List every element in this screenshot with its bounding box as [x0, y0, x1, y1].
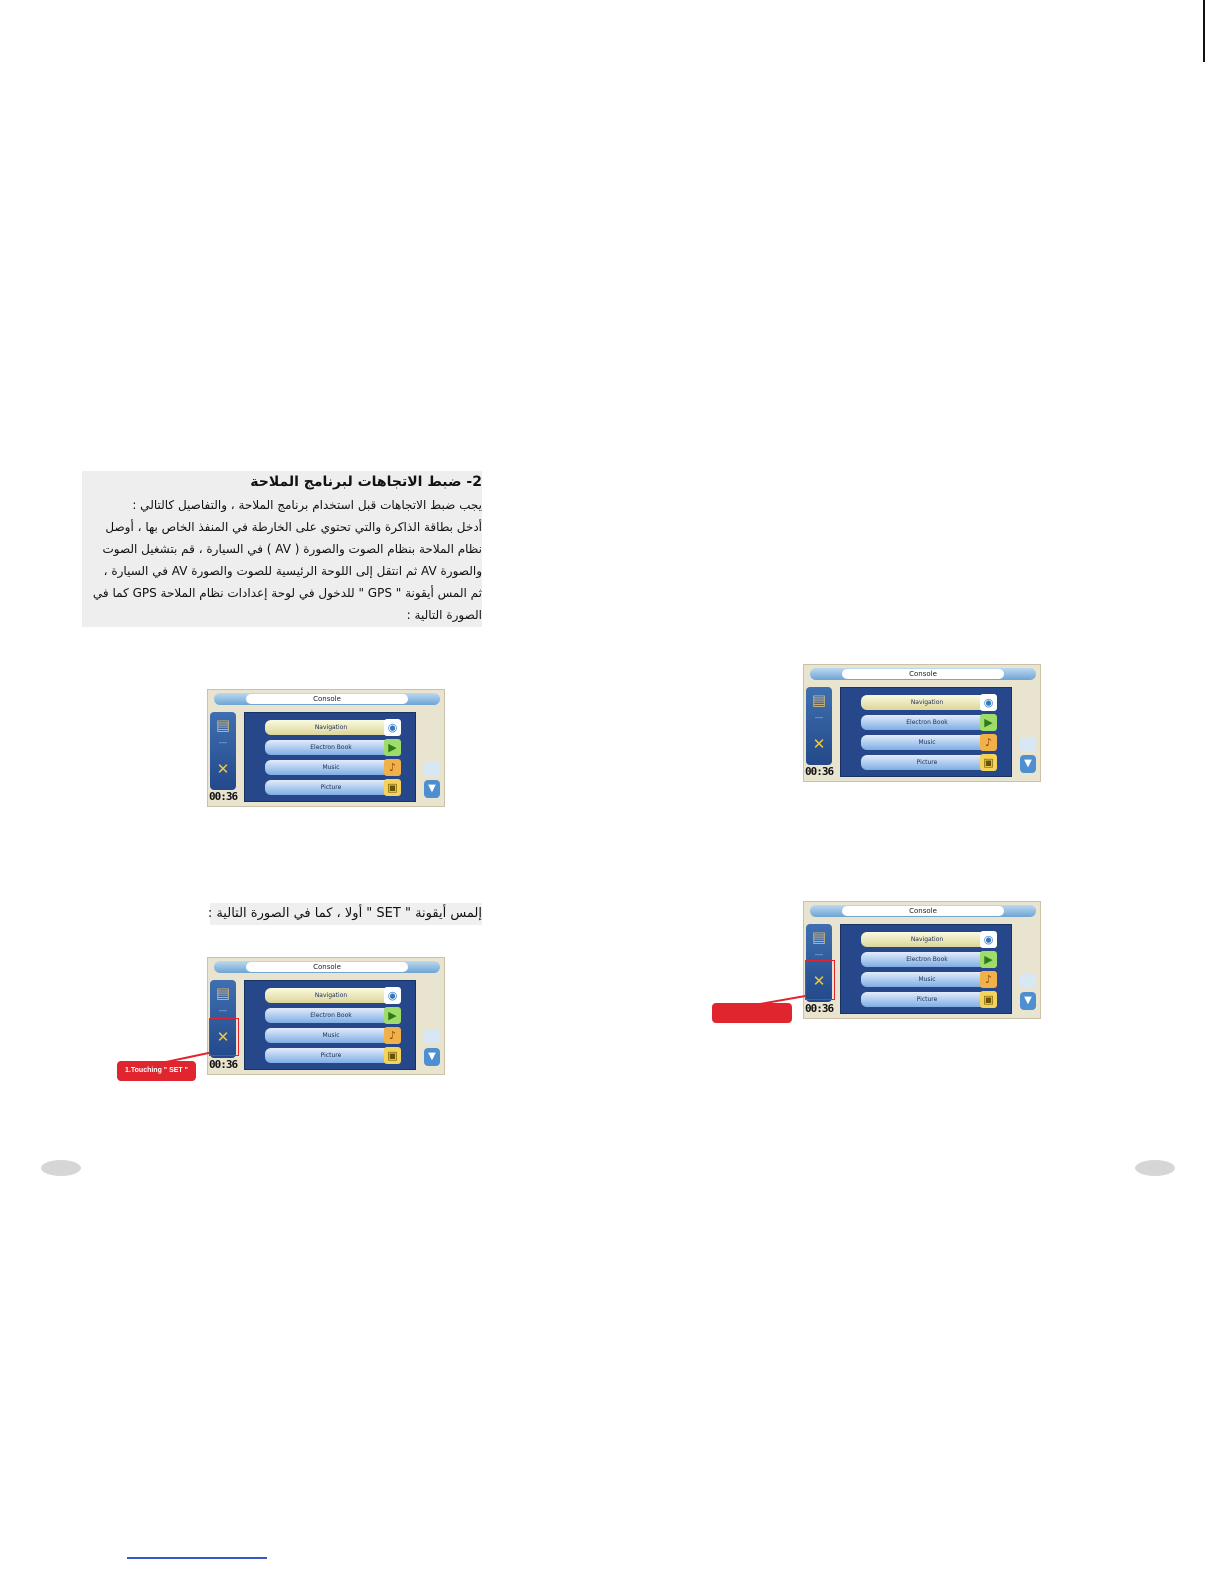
instruction-line-box [207, 903, 482, 925]
book-icon[interactable]: ▤ [215, 716, 231, 734]
tools-icon[interactable]: ✕ [812, 735, 826, 753]
clock: 00:36 [805, 1002, 834, 1015]
divider-icon: ― [219, 738, 227, 747]
music-button[interactable] [265, 760, 397, 775]
set-callout-label: 1.Touching " SET " icon [117, 1061, 196, 1081]
sidebar [210, 712, 236, 790]
console-title: Console [246, 694, 408, 704]
console-screenshot [207, 957, 445, 1075]
blank-callout-label [712, 1003, 792, 1023]
page-number-oval [41, 1160, 81, 1176]
sidebar [806, 687, 832, 765]
menu-panel [244, 712, 416, 802]
page-edge-line [1203, 0, 1205, 62]
console-title: Console [842, 906, 1004, 916]
music-icon: ♪ [980, 971, 997, 988]
tools-icon[interactable]: ✕ [216, 760, 230, 778]
bottom-link-line [127, 1557, 267, 1559]
electron-book-button[interactable] [265, 740, 397, 755]
scroll-down-icon[interactable]: ▼ [1020, 992, 1036, 1010]
book-icon: ▶ [384, 1007, 401, 1024]
instruction-text-block [82, 471, 482, 627]
paragraph-line: نظام الملاحة بنظام الصوت والصورة ( AV ) في السيارة ، قم بتشغيل الصوت [102, 542, 482, 556]
paragraph-line: ثم المس أيقونة " GPS " للدخول في لوحة إعدادات نظام الملاحة GPS كما في [92, 586, 482, 600]
menu-panel [840, 687, 1012, 777]
console-screenshot [207, 689, 445, 807]
electron-book-button[interactable] [861, 715, 993, 730]
instruction-line: إلمس أيقونة " SET " أولا ، كما في الصورة التالية : [207, 906, 482, 921]
globe-icon: ◉ [384, 987, 401, 1004]
paragraph-line: أدخل بطاقة الذاكرة والتي تحتوي على الخارطة في المنفذ الخاص بها ، أوصل [105, 520, 482, 534]
tools-icon[interactable]: ✕ [812, 972, 826, 990]
picture-icon: ▣ [980, 754, 997, 771]
globe-icon: ◉ [980, 931, 997, 948]
book-icon: ▶ [980, 714, 997, 731]
scroll-down-icon[interactable]: ▼ [424, 780, 440, 798]
button-label: Navigation [314, 992, 348, 999]
scrollbar[interactable] [1020, 737, 1036, 751]
book-icon: ▶ [384, 739, 401, 756]
picture-button[interactable] [861, 755, 993, 770]
music-icon: ♪ [980, 734, 997, 751]
button-label: Navigation [910, 936, 944, 943]
console-screenshot [803, 901, 1041, 1019]
paragraph-line: الصورة التالية : [406, 608, 482, 622]
navigation-button[interactable] [265, 988, 397, 1003]
section-heading: 2- ضبط الاتجاهات لبرنامج الملاحة [250, 474, 482, 490]
music-button[interactable] [265, 1028, 397, 1043]
navigation-button[interactable] [861, 695, 993, 710]
scrollbar[interactable] [424, 1030, 440, 1044]
button-label: Electron Book [906, 956, 948, 963]
button-label: Electron Book [310, 744, 352, 751]
navigation-button[interactable] [265, 720, 397, 735]
set-icon-highlight [805, 960, 835, 1000]
book-icon[interactable]: ▤ [811, 691, 827, 709]
page-number-oval [1135, 1160, 1175, 1176]
clock: 00:36 [805, 765, 834, 778]
electron-book-button[interactable] [265, 1008, 397, 1023]
book-icon: ▶ [980, 951, 997, 968]
set-icon-highlight [209, 1018, 239, 1056]
picture-button[interactable] [265, 1048, 397, 1063]
music-button[interactable] [861, 972, 993, 987]
button-label: Picture [916, 996, 938, 1003]
button-label: Electron Book [310, 1012, 352, 1019]
divider-icon: ― [815, 950, 823, 959]
book-icon[interactable]: ▤ [215, 984, 231, 1002]
scrollbar[interactable] [1020, 974, 1036, 988]
button-label: Picture [916, 759, 938, 766]
picture-button[interactable] [861, 992, 993, 1007]
menu-panel [244, 980, 416, 1070]
picture-icon: ▣ [384, 1047, 401, 1064]
navigation-button[interactable] [861, 932, 993, 947]
paragraph-line: والصورة AV ثم انتقل إلى اللوحة الرئيسية للصوت والصورة AV في السيارة ، [103, 564, 482, 578]
console-title: Console [842, 669, 1004, 679]
globe-icon: ◉ [980, 694, 997, 711]
scrollbar[interactable] [424, 762, 440, 776]
divider-icon: ― [219, 1006, 227, 1015]
book-icon[interactable]: ▤ [811, 928, 827, 946]
button-label: Music [322, 764, 340, 771]
paragraph-line: يجب ضبط الاتجاهات قبل استخدام برنامج الملاحة ، والتفاصيل كالتالي : [132, 498, 482, 512]
button-label: Music [322, 1032, 340, 1039]
picture-icon: ▣ [980, 991, 997, 1008]
tools-icon[interactable]: ✕ [216, 1028, 230, 1046]
button-label: Picture [320, 1052, 342, 1059]
console-screenshot [803, 664, 1041, 782]
music-icon: ♪ [384, 1027, 401, 1044]
picture-icon: ▣ [384, 779, 401, 796]
clock: 00:36 [209, 790, 238, 803]
music-icon: ♪ [384, 759, 401, 776]
menu-panel [840, 924, 1012, 1014]
picture-button[interactable] [265, 780, 397, 795]
divider-icon: ― [815, 713, 823, 722]
scroll-down-icon[interactable]: ▼ [1020, 755, 1036, 773]
clock: 00:36 [209, 1058, 238, 1071]
electron-book-button[interactable] [861, 952, 993, 967]
button-label: Electron Book [906, 719, 948, 726]
button-label: Navigation [910, 699, 944, 706]
button-label: Picture [320, 784, 342, 791]
scroll-down-icon[interactable]: ▼ [424, 1048, 440, 1066]
globe-icon: ◉ [384, 719, 401, 736]
console-title: Console [246, 962, 408, 972]
button-label: Navigation [314, 724, 348, 731]
music-button[interactable] [861, 735, 993, 750]
button-label: Music [918, 739, 936, 746]
button-label: Music [918, 976, 936, 983]
